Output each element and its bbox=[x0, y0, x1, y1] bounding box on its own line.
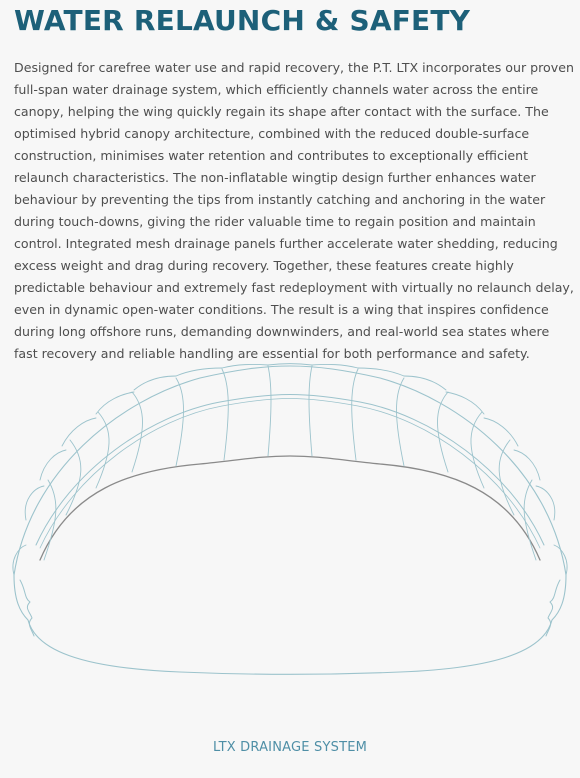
wingtip-right bbox=[546, 580, 560, 636]
wing-bottom-outline bbox=[14, 575, 566, 674]
wing-leading-edge-line-inner bbox=[40, 399, 540, 549]
wing-trailing-edge bbox=[40, 456, 540, 560]
page-title: WATER RELAUNCH & SAFETY bbox=[14, 4, 471, 37]
figure-caption: LTX DRAINAGE SYSTEM bbox=[212, 740, 368, 755]
wing-outer-outline bbox=[14, 366, 566, 575]
wingtip-left bbox=[20, 580, 34, 636]
wing-drainage-illustration bbox=[0, 360, 580, 690]
wing-leading-edge-line bbox=[36, 395, 544, 546]
description-paragraph: Designed for carefree water use and rapid recovery, the P.T. LTX incorporates our proven full-span water drainage system, which efficiently channels water across the entire canopy, helping the wing quickly regain its shape after contact with the surface. The optimised hybrid canopy architecture, combined with the reduced double-surface construction, minimises water retention and contributes to exceptionally efficient relaunch characteristics. The non-inflatable wingtip design further enhances water behaviour by preventing the tips from instantly catching and anchoring in the water during touch-downs, giving the rider valuable time to regain position and maintain control. Integrated mesh drainage panels further accelerate water shedding, reducing excess weight and drag during recovery. Together, these features create highly predictable behaviour and extremely fast redeployment with virtually no relaunch delay, even in dynamic open-water conditions. The result is a wing that inspires confidence during long offshore runs, demanding downwinders, and real-world sea states where fast recovery and reliable handling are essential for both performance and safety. bbox=[14, 60, 574, 361]
